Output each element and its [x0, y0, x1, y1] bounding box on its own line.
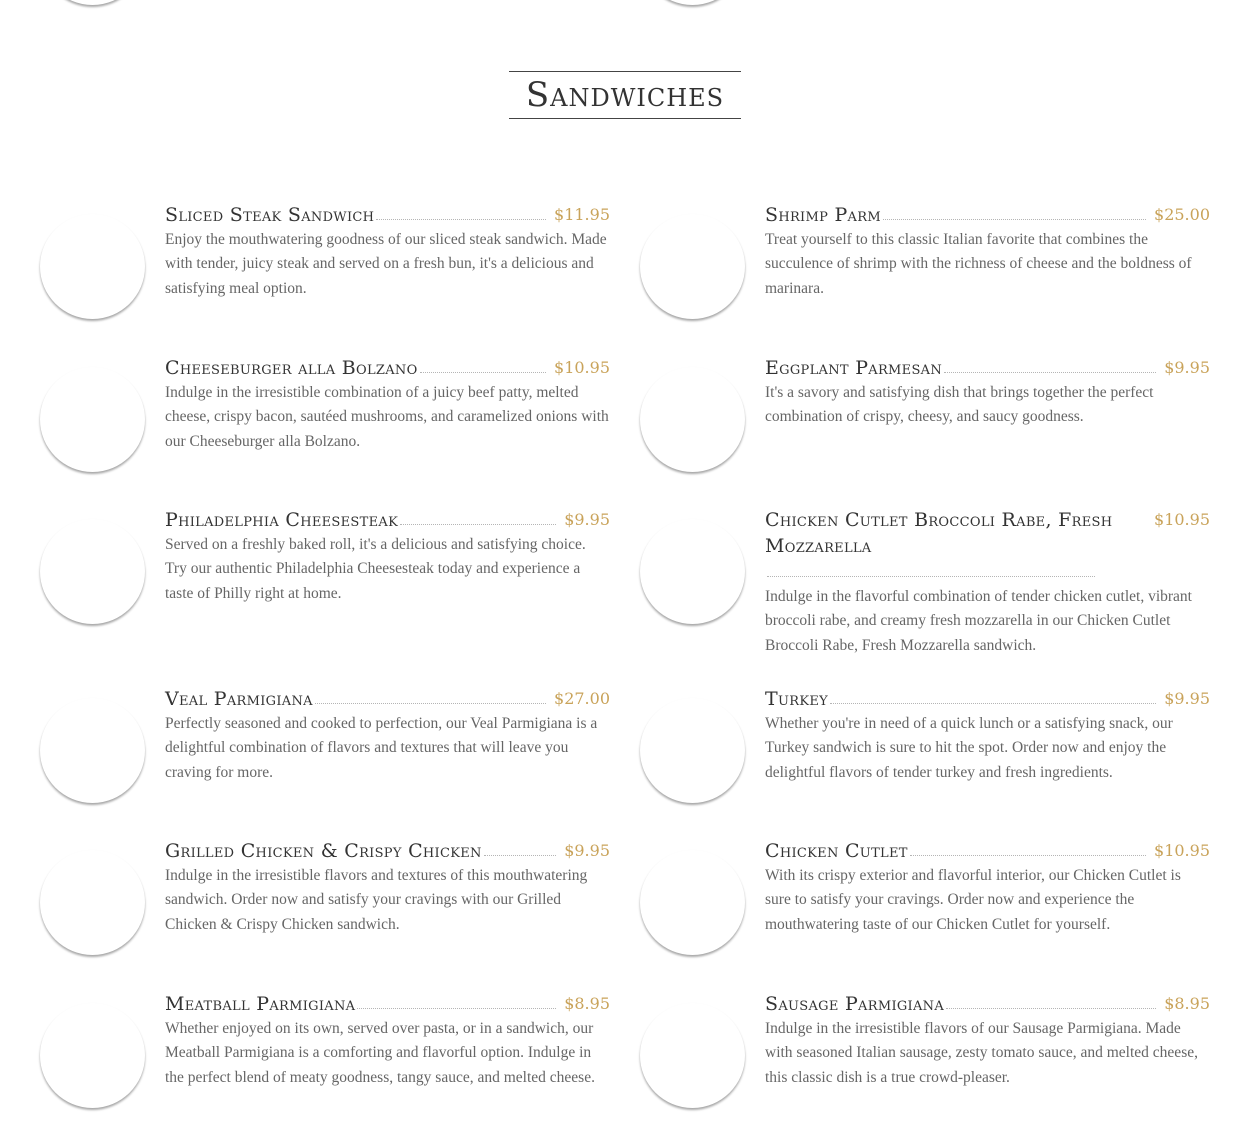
item-price: $8.95 [564, 994, 610, 1013]
dotted-leader [944, 355, 1156, 373]
item-description: Whether enjoyed on its own, served over pasta, or in a sandwich, our Meatball Parmigiana is a comforting and flavorful option. Indulge in the perfect blend of meaty goodness, tangy sauce, and melted cheese. [165, 1020, 595, 1086]
dotted-leader [315, 686, 546, 704]
item-price: $9.95 [564, 510, 610, 529]
item-price: $8.95 [1164, 994, 1210, 1013]
item-price: $25.00 [1154, 205, 1210, 224]
item-description: Served on a freshly baked roll, it's a delicious and satisfying choice. Try our authentic Philadelphia Cheesesteak today and experience a taste of Philly right at home. [165, 536, 586, 602]
dotted-leader [910, 838, 1146, 856]
item-image[interactable] [40, 519, 145, 624]
item-price: $11.95 [554, 205, 610, 224]
item-description: Indulge in the irresistible flavors and textures of this mouthwatering sandwich. Order now and satisfy your cravings with our Grilled Chicken & Crispy Chicken sandwich. [165, 867, 588, 933]
item-description: Perfectly seasoned and cooked to perfection, our Veal Parmigiana is a delightful combination of flavors and textures that will leave you craving for more. [165, 715, 598, 781]
dotted-leader [357, 991, 556, 1009]
dotted-leader [484, 838, 556, 856]
section-title: Sandwiches [509, 71, 741, 119]
dotted-leader [946, 991, 1156, 1009]
item-image[interactable] [640, 367, 745, 472]
dotted-leader [400, 507, 556, 525]
previous-item-image[interactable] [40, 0, 145, 5]
item-description: Whether you're in need of a quick lunch or a satisfying snack, our Turkey sandwich is sure to hit the spot. Order now and enjoy the delightful flavors of tender turkey and fresh ingredients. [765, 715, 1173, 781]
item-image[interactable] [40, 214, 145, 319]
item-name[interactable] [765, 507, 1210, 585]
dotted-leader [830, 686, 1156, 704]
dotted-leader [420, 355, 546, 373]
item-name[interactable]: Shrimp Parm [765, 204, 881, 226]
item-description: Indulge in the irresistible combination of a juicy beef patty, melted cheese, crispy bacon, sautéed mushrooms, and caramelized onions with our Cheeseburger alla Bolzano. [165, 384, 609, 450]
item-price: $9.95 [1164, 689, 1210, 708]
item-description: Indulge in the irresistible flavors of our Sausage Parmigiana. Made with seasoned Italian sausage, zesty tomato sauce, and melted cheese, this classic dish is a true crowd-pleaser. [765, 1020, 1198, 1086]
item-image[interactable] [40, 367, 145, 472]
item-name[interactable]: Veal Parmigiana [165, 688, 313, 710]
item-description: With its crispy exterior and flavorful interior, our Chicken Cutlet is sure to satisfy your cravings. Order now and experience the mouthwatering taste of our Chicken Cutlet for yourself. [765, 867, 1181, 933]
item-description: It's a savory and satisfying dish that brings together the perfect combination of crispy, cheesy, and saucy goodness. [765, 384, 1154, 426]
item-price: $9.95 [564, 841, 610, 860]
item-image[interactable] [640, 214, 745, 319]
item-name[interactable]: Grilled Chicken & Crispy Chicken [165, 840, 482, 862]
item-description: Treat yourself to this classic Italian favorite that combines the succulence of shrimp with the richness of cheese and the boldness of marinara. [765, 231, 1192, 297]
item-description: Enjoy the mouthwatering goodness of our sliced steak sandwich. Made with tender, juicy steak and served on a fresh bun, it's a delicious and satisfying meal option. [165, 231, 607, 297]
item-name[interactable]: Eggplant Parmesan [765, 357, 943, 379]
item-name[interactable]: Sausage Parmigiana [765, 993, 945, 1015]
item-price: $10.95 [1154, 841, 1210, 860]
item-price: $9.95 [1164, 358, 1210, 377]
item-image[interactable] [40, 698, 145, 803]
item-description: Indulge in the flavorful combination of tender chicken cutlet, vibrant broccoli rabe, and creamy fresh mozzarella in our Chicken Cutlet Broccoli Rabe, Fresh Mozzarella sandwich. [765, 588, 1192, 654]
previous-item-image[interactable] [640, 0, 745, 5]
item-image[interactable] [640, 1003, 745, 1108]
item-image[interactable] [40, 850, 145, 955]
item-name[interactable]: Turkey [765, 688, 829, 710]
item-name-text[interactable]: Chicken Cutlet Broccoli Rabe, Fresh Mozzarella [765, 509, 1113, 557]
dotted-leader [883, 202, 1146, 220]
item-price: $10.95 [554, 358, 610, 377]
item-name[interactable]: Sliced Steak Sandwich [165, 204, 375, 226]
item-name[interactable]: Chicken Cutlet [765, 840, 908, 862]
item-image[interactable] [640, 850, 745, 955]
dotted-leader [767, 559, 1095, 577]
item-price: $10.95 [1154, 510, 1210, 529]
item-image[interactable] [640, 519, 745, 624]
item-name[interactable]: Cheeseburger alla Bolzano [165, 357, 418, 379]
item-name[interactable]: Meatball Parmigiana [165, 993, 356, 1015]
item-image[interactable] [640, 698, 745, 803]
item-price: $27.00 [554, 689, 610, 708]
item-name[interactable]: Philadelphia Cheesesteak [165, 509, 399, 531]
dotted-leader [376, 202, 546, 220]
item-image[interactable] [40, 1003, 145, 1108]
